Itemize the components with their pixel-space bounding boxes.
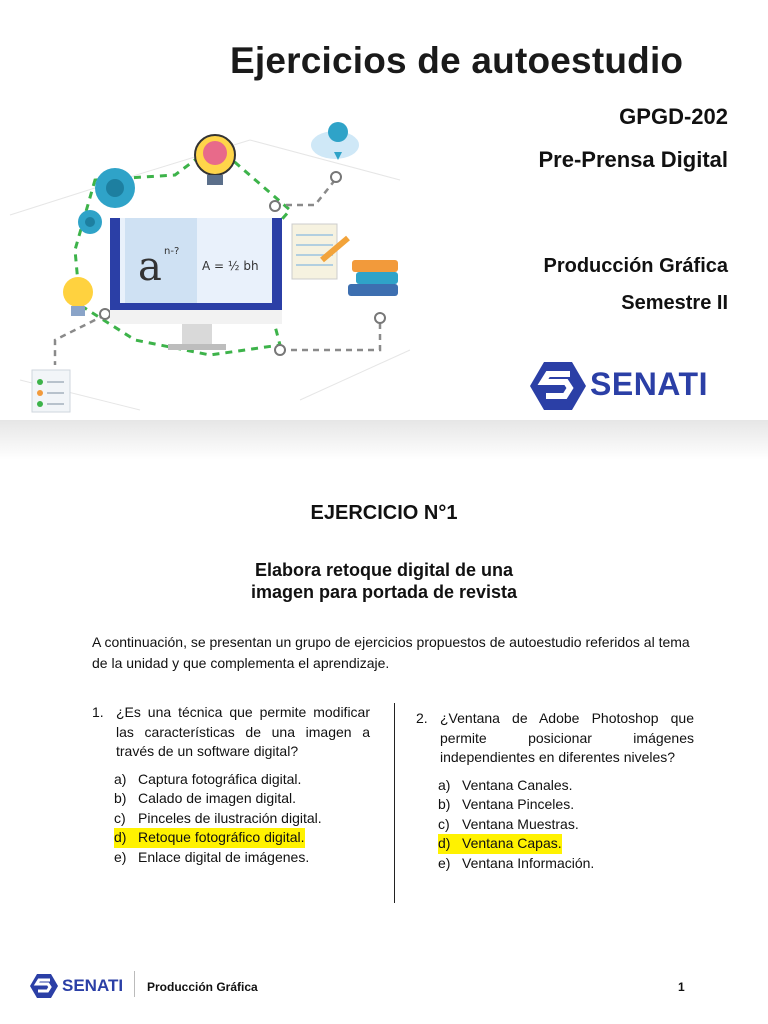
option-c xyxy=(114,809,370,829)
option-text: Ventana Muestras. xyxy=(462,815,579,832)
checklist-icon xyxy=(32,370,70,412)
option-letter: d) xyxy=(114,828,138,848)
option-d-highlighted xyxy=(438,834,694,854)
option-text: Enlace digital de imágenes. xyxy=(138,848,310,865)
option-text: Ventana Información. xyxy=(462,854,595,871)
question-text: ¿Es una técnica que permite modificar las características de una imagen a través de un software digital? xyxy=(116,704,370,759)
footer-separator xyxy=(134,971,135,997)
footer-logo-text: SENATI xyxy=(62,976,124,995)
option-e xyxy=(114,848,370,868)
exercise-subtitle-line-2: imagen para portada de revista xyxy=(250,582,518,602)
option-b xyxy=(438,795,694,815)
option-letter: e) xyxy=(114,848,127,865)
option-text: Ventana Capas. xyxy=(462,834,562,854)
small-bulb-icon xyxy=(63,277,93,316)
intro-paragraph: A continuación, se presentan un grupo de ejercicios propuestos de autoestudio referidos al tema de la unidad y que complementa el aprendizaje. xyxy=(92,634,690,671)
senati-logo-icon xyxy=(530,362,586,410)
option-text: Calado de imagen digital. xyxy=(138,790,296,806)
option-c xyxy=(438,815,694,835)
course-code: GPGD-202 xyxy=(619,104,728,129)
question-text: ¿Ventana de Adobe Photoshop que permite posicionar imágenes independientes en diferentes niveles? xyxy=(440,710,694,765)
footer-logo xyxy=(30,974,130,998)
question-number: 1. xyxy=(92,704,104,720)
option-text: Pinceles de ilustración digital. xyxy=(138,809,322,826)
option-text: Retoque fotográfico digital. xyxy=(138,828,305,848)
option-text: Ventana Canales. xyxy=(462,776,573,793)
option-text: Ventana Pinceles. xyxy=(462,796,575,812)
page-number: 1 xyxy=(678,980,685,994)
option-e xyxy=(438,854,694,874)
option-a xyxy=(438,776,694,796)
senati-logo xyxy=(530,360,730,412)
option-letter: d) xyxy=(438,834,462,854)
option-letter: c) xyxy=(114,809,126,826)
options-list xyxy=(438,776,694,874)
formula-left: a xyxy=(138,244,162,290)
area-name: Producción Gráfica xyxy=(543,255,728,277)
cloud-download-icon xyxy=(311,122,359,160)
option-letter: b) xyxy=(438,796,451,812)
notepad-pencil-icon xyxy=(292,224,348,279)
header-shadow xyxy=(0,420,768,460)
lightbulb-brain-icon xyxy=(195,135,235,185)
question-1 xyxy=(92,703,370,867)
semester: Semestre II xyxy=(621,292,728,314)
option-letter: a) xyxy=(438,776,451,793)
question-2 xyxy=(416,709,694,873)
elearning-illustration xyxy=(0,120,420,420)
exercise-subtitle xyxy=(0,559,768,603)
question-number: 2. xyxy=(416,710,428,726)
formula-exponent: n-? xyxy=(164,246,180,257)
option-letter: a) xyxy=(114,770,127,787)
page-title: Ejercicios de autoestudio xyxy=(230,40,684,81)
footer-logo-icon xyxy=(30,974,58,998)
option-letter: b) xyxy=(114,790,127,806)
exercise-subtitle-line-1: Elabora retoque digital de una xyxy=(254,560,514,580)
option-letter: e) xyxy=(438,854,451,871)
option-a xyxy=(114,770,370,790)
option-text: Captura fotográfica digital. xyxy=(138,770,302,787)
option-letter: c) xyxy=(438,815,450,832)
exercise-title: EJERCICIO N°1 xyxy=(310,502,458,524)
logo-text: SENATI xyxy=(590,366,708,402)
column-divider xyxy=(394,703,395,903)
option-b xyxy=(114,789,370,809)
footer-area: Producción Gráfica xyxy=(147,980,258,994)
course-name: Pre-Prensa Digital xyxy=(538,147,728,172)
books-icon xyxy=(348,260,398,296)
options-list xyxy=(114,770,370,868)
formula-right: A = ½ bh xyxy=(202,259,259,273)
option-d-highlighted xyxy=(114,828,370,848)
